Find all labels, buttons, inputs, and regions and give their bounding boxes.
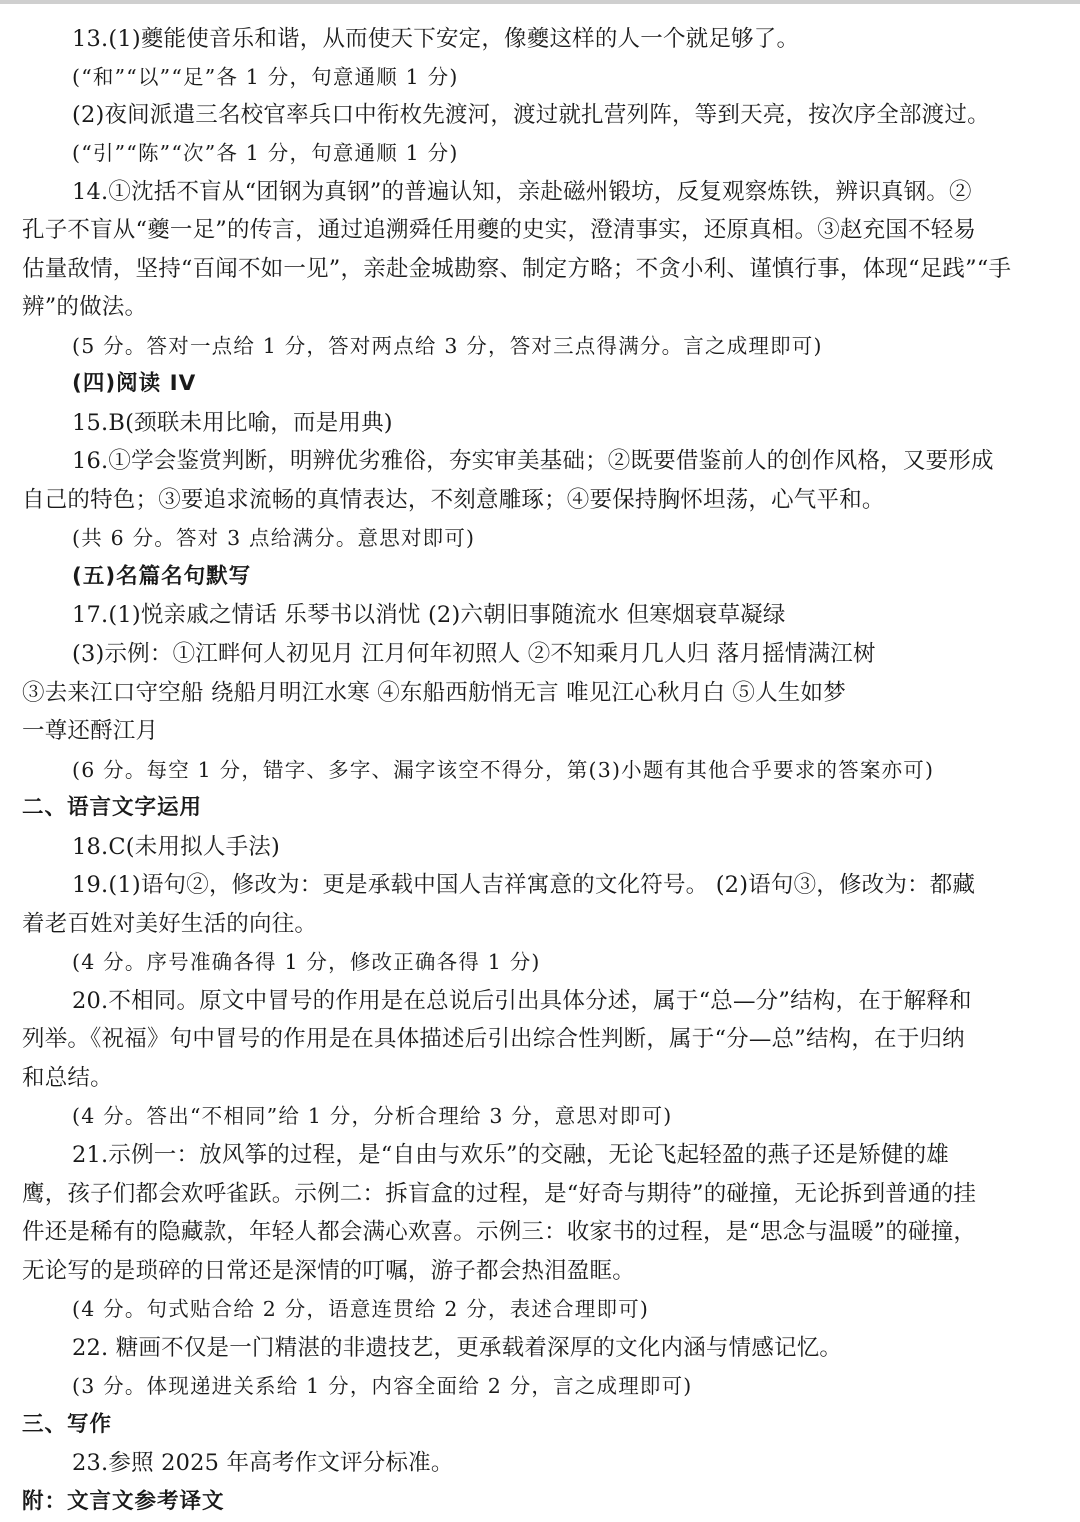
answer-21-line-1: 21.示例一：放风筝的过程，是“自由与欢乐”的交融，无论飞起轻盈的燕子还是矫健的雄 xyxy=(72,1142,949,1168)
answer-20-line-1: 20.不相同。原文中冒号的作用是在总说后引出具体分述，属于“总—分”结构，在于解释和 xyxy=(72,988,972,1014)
answer-14-line-2: 孔子不盲从“夔一足”的传言，通过追溯舜任用夔的史实，澄清事实，还原真相。③赵充国不轻易 xyxy=(22,217,977,243)
scoring-note-19: (4 分。序号准确各得 1 分，修改正确各得 1 分) xyxy=(72,950,541,974)
section-heading-reading-4: (四)阅读 IV xyxy=(72,371,197,396)
answer-21-line-2: 鹰，孩子们都会欢呼雀跃。示例二：拆盲盒的过程，是“好奇与期待”的碰撞，无论拆到普通的挂 xyxy=(22,1181,977,1207)
answer-17-line-4: 一尊还酹江月 xyxy=(22,718,159,744)
answer-19-line-1: 19.(1)语句②，修改为：更是承载中国人吉祥寓意的文化符号。 (2)语句③，修改为：都藏 xyxy=(72,872,976,898)
answer-13-1: 13.(1)夔能使音乐和谐，从而使天下安定，像夔这样的人一个就足够了。 xyxy=(72,26,800,52)
answer-15: 15.B(颈联未用比喻，而是用典) xyxy=(72,410,393,436)
answer-18: 18.C(未用拟人手法) xyxy=(72,834,280,860)
scoring-note-13-2: (“引”“陈”“次”各 1 分，句意通顺 1 分) xyxy=(72,141,459,165)
answer-20-line-3: 和总结。 xyxy=(22,1065,113,1091)
appendix-heading-translation: 附：文言文参考译文 xyxy=(22,1489,225,1514)
answer-21-line-4: 无论写的是琐碎的日常还是深情的叮嘱，游子都会热泪盈眶。 xyxy=(22,1258,635,1284)
answer-17-line-2: (3)示例：①江畔何人初见月 江月何年初照人 ②不知乘月几人归 落月摇情满江树 xyxy=(72,641,876,667)
answer-23: 23.参照 2025 年高考作文评分标准。 xyxy=(72,1450,454,1476)
scoring-note-22: (3 分。体现递进关系给 1 分，内容全面给 2 分，言之成理即可) xyxy=(72,1374,693,1398)
answer-20-line-2: 列举。《祝福》句中冒号的作用是在具体描述后引出综合性判断，属于“分—总”结构，在于归纳 xyxy=(22,1026,965,1052)
answer-14-line-3: 估量敌情，坚持“百闻不如一见”，亲赴金城勘察、制定方略；不贪小利、谨慎行事，体现“足践”“手 xyxy=(22,256,1012,282)
answer-21-line-3: 件还是稀有的隐藏款，年轻人都会满心欢喜。示例三：收家书的过程，是“思念与温暖”的碰撞， xyxy=(22,1219,977,1245)
section-heading-language-use: 二、语言文字运用 xyxy=(22,795,203,820)
answer-22: 22. 糖画不仅是一门精湛的非遗技艺，更承载着深厚的文化内涵与情感记忆。 xyxy=(72,1335,843,1361)
scoring-note-17: (6 分。每空 1 分，错字、多字、漏字该空不得分，第(3)小题有其他合乎要求的答案亦可) xyxy=(72,758,935,782)
answer-14-line-1: 14.①沈括不盲从“团钢为真钢”的普遍认知，亲赴磁州锻坊，反复观察炼铁，辨识真钢。② xyxy=(72,179,972,205)
answer-17-line-1: 17.(1)悦亲戚之情话 乐琴书以消忧 (2)六朝旧事随流水 但寒烟衰草凝绿 xyxy=(72,602,786,628)
section-heading-writing: 三、写作 xyxy=(22,1412,113,1437)
answer-17-line-3: ③去来江口守空船 绕船月明江水寒 ④东船西舫悄无言 唯见江心秋月白 ⑤人生如梦 xyxy=(22,680,846,706)
answer-16-line-2: 自己的特色；③要追求流畅的真情表达，不刻意雕琢；④要保持胸怀坦荡，心气平和。 xyxy=(22,487,885,513)
answer-14-line-4: 辨”的做法。 xyxy=(22,294,148,320)
scoring-note-20: (4 分。答出“不相同”给 1 分，分析合理给 3 分，意思对即可) xyxy=(72,1104,673,1128)
section-heading-recitation: (五)名篇名句默写 xyxy=(72,564,252,589)
answer-19-line-2: 着老百姓对美好生活的向往。 xyxy=(22,911,318,937)
scoring-note-21: (4 分。句式贴合给 2 分，语意连贯给 2 分，表述合理即可) xyxy=(72,1297,650,1321)
scoring-note-14: (5 分。答对一点给 1 分，答对两点给 3 分，答对三点得满分。言之成理即可) xyxy=(72,334,823,358)
answer-13-2: (2)夜间派遣三名校官率兵口中衔枚先渡河，渡过就扎营列阵，等到天亮，按次序全部渡过。 xyxy=(72,102,990,128)
top-edge-bar xyxy=(0,0,1080,4)
scoring-note-13-1: (“和”“以”“足”各 1 分，句意通顺 1 分) xyxy=(72,65,459,89)
scoring-note-16: (共 6 分。答对 3 点给满分。意思对即可) xyxy=(72,526,476,550)
answer-16-line-1: 16.①学会鉴赏判断，明辨优劣雅俗，夯实审美基础；②既要借鉴前人的创作风格，又要形成 xyxy=(72,448,994,474)
